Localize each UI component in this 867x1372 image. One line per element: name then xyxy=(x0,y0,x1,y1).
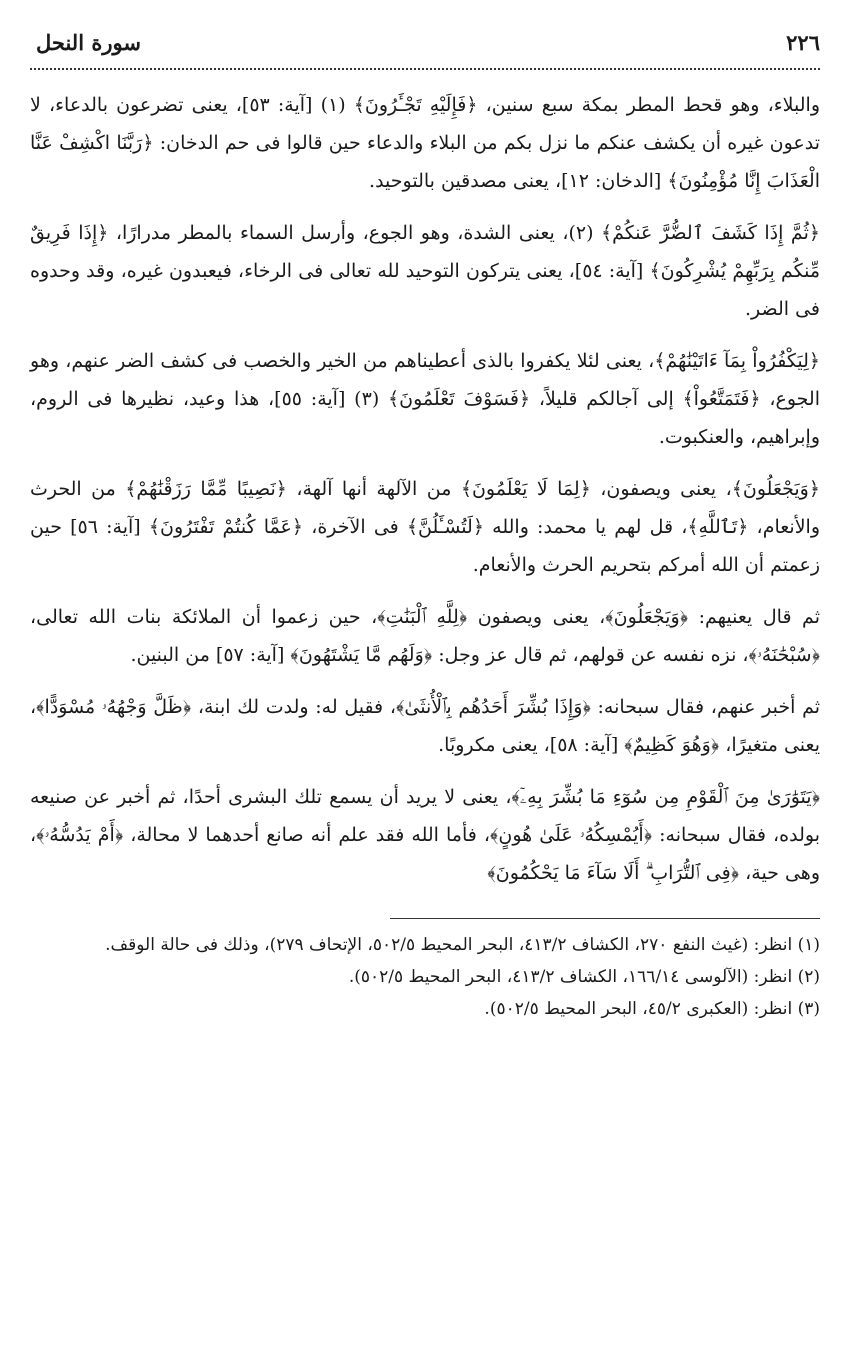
paragraph-4: ﴿وَيَجْعَلُونَ﴾، يعنى ويصفون، ﴿لِمَا لَا يَعْلَمُونَ﴾ من الآلهة أنها آلهة، ﴿نَصِيبًا مِّمَّا رَزَقْنَٰهُمْ﴾ من الحرث والأنعام، ﴿تَٱللَّهِ﴾، قل لهم يا محمد: والله ﴿لَتُسْـَٔلُنَّ﴾ فى الآخرة، ﴿عَمَّا كُنتُمْ تَفْتَرُونَ﴾ [آية: ٥٦] حين زعمتم أن الله أمركم بتحريم الحرث والأنعام. xyxy=(30,478,820,576)
paragraph-2: ﴿ثُمَّ إِذَا كَشَفَ ٱلضُّرَّ عَنكُمْ﴾ (٢)، يعنى الشدة، وهو الجوع، وأرسل السماء بالمطر مدرارًا، ﴿إِذَا فَرِيقٌ مِّنكُم بِرَبِّهِمْ يُشْرِكُونَ﴾ [آية: ٥٤]، يعنى يتركون التوحيد لله تعالى فى الرخاء، فيعبدون غيره، وقد وحدوه فى الضر. xyxy=(30,222,820,320)
paragraph-1: والبلاء، وهو قحط المطر بمكة سبع سنين، ﴿فَإِلَيْهِ تَجْـَٔرُونَ﴾ (١) [آية: ٥٣]، يعنى تضرعون بالدعاء، لا تدعون غيره أن يكشف عنكم ما نزل بكم من البلاء والدعاء حين قالوا فى حم الدخان: ﴿رَبَّنَا اكْشِفْ عَنَّا الْعَذَابَ إِنَّا مُؤْمِنُونَ﴾ [الدخان: ١٢]، يعنى مصدقين بالتوحيد. xyxy=(30,94,820,192)
paragraph-6: ثم أخبر عنهم، فقال سبحانه: ﴿وَإِذَا بُشِّرَ أَحَدُهُم بِٱلْأُنثَىٰ﴾، فقيل له: ولدت لك ابنة، ﴿ظَلَّ وَجْهُهُۥ مُسْوَدًّا﴾، يعنى متغيرًا، ﴿وَهُوَ كَظِيمٌ﴾ [آية: ٥٨]، يعنى مكروبًا. xyxy=(30,696,820,756)
footnote-3: (٣) انظر: (العكبرى ٤٥/٢، البحر المحيط ٥٠٢/٥). xyxy=(484,999,820,1019)
page-number: ٢٢٦ xyxy=(786,30,820,55)
paragraph-5: ثم قال يعنيهم: ﴿وَيَجْعَلُونَ﴾، يعنى ويصفون ﴿لِلَّهِ ٱلْبَنَٰتِ﴾، حين زعموا أن الملائكة بنات الله تعالى، ﴿سُبْحَٰنَهُۥ﴾، نزه نفسه عن قولهم، ثم قال عز وجل: ﴿وَلَهُم مَّا يَشْتَهُونَ﴾ [آية: ٥٧] من البنين. xyxy=(30,606,820,666)
surah-title: سورة النحل xyxy=(36,30,141,55)
book-page xyxy=(30,30,820,1025)
paragraph-7: ﴿يَتَوَٰرَىٰ مِنَ ٱلْقَوْمِ مِن سُوٓءِ مَا بُشِّرَ بِهِۦٓ﴾، يعنى لا يريد أن يسمع تلك البشرى أحدًا، ثم أخبر عن صنيعه بولده، فقال سبحانه: ﴿أَيُمْسِكُهُۥ عَلَىٰ هُونٍ﴾، فأما الله فقد علم أنه صانع أحدهما لا محالة، ﴿أَمْ يَدُسُّهُۥ﴾، وهى حية، ﴿فِى ٱلتُّرَابِ ۗ أَلَا سَآءَ مَا يَحْكُمُونَ﴾ xyxy=(30,786,820,884)
footnote-2: (٢) انظر: (الآلوسى ١٦٦/١٤، الكشاف ٤١٣/٢، البحر المحيط ٥٠٢/٥). xyxy=(348,967,820,987)
footnote-1: (١) انظر: (غيث النفع ٢٧٠، الكشاف ٤١٣/٢، البحر المحيط ٥٠٢/٥، الإتحاف ٢٧٩)، وذلك فى حالة الوقف. xyxy=(105,935,820,955)
footnote-rule xyxy=(390,918,820,929)
main-text xyxy=(30,86,820,892)
running-header xyxy=(30,30,820,70)
footnotes xyxy=(30,929,820,1025)
paragraph-3: ﴿لِيَكْفُرُواْ بِمَآ ءَاتَيْنَٰهُمْ﴾، يعنى لئلا يكفروا بالذى أعطيناهم من الخير والخصب فى كشف الضر عنهم، وهو الجوع، ﴿فَتَمَتَّعُواْ﴾ إلى آجالكم قليلاً، ﴿فَسَوْفَ تَعْلَمُونَ﴾ (٣) [آية: ٥٥]، هذا وعيد، نظيرها فى الروم، وإبراهيم، والعنكبوت. xyxy=(30,350,820,448)
